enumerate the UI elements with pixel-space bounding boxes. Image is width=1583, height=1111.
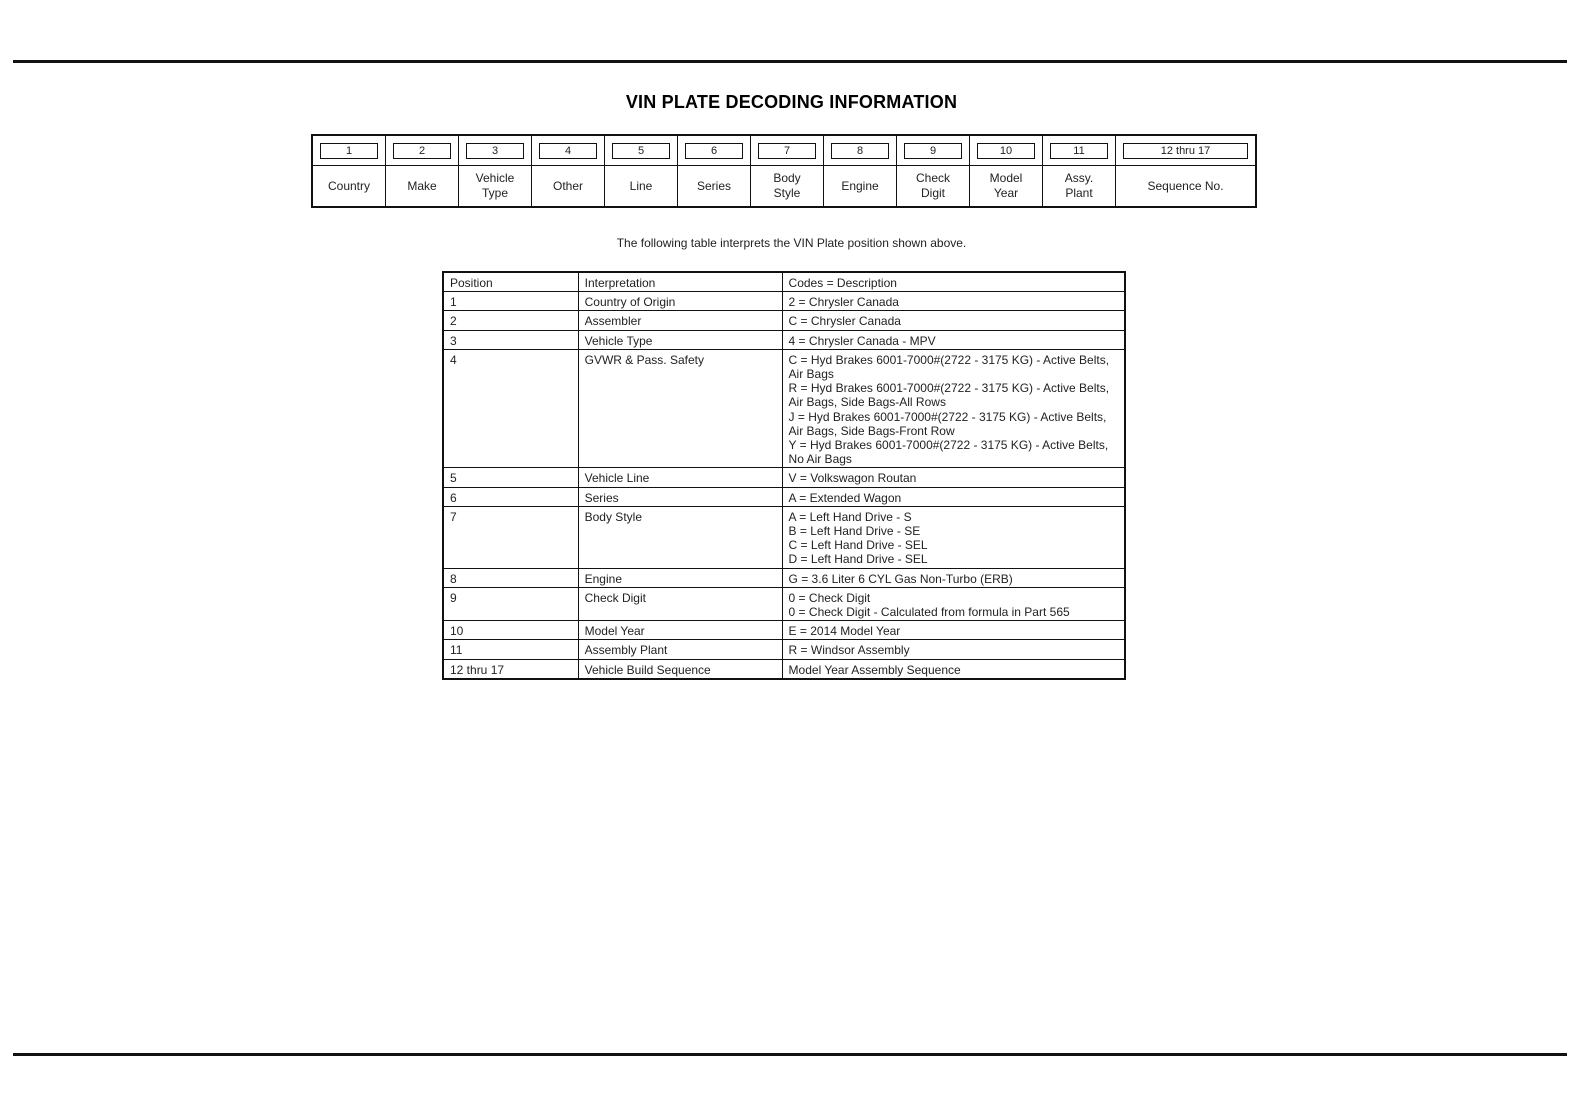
- decoding-table: [442, 271, 1126, 680]
- cell-interpretation: Vehicle Build Sequence: [578, 659, 782, 679]
- code-description: C = Left Hand Drive - SEL: [788, 538, 928, 553]
- plate-position: 11: [1050, 143, 1108, 159]
- top-rule: [13, 60, 1567, 63]
- header-position: Position: [443, 272, 578, 292]
- cell-codes: [782, 659, 1125, 679]
- plate-position: 7: [758, 143, 816, 159]
- plate-column-country: [313, 136, 386, 206]
- cell-interpretation: Vehicle Type: [578, 330, 782, 349]
- code-description: B = Left Hand Drive - SE: [788, 524, 921, 539]
- plate-position: 2: [393, 143, 451, 159]
- plate-column-make: [386, 136, 459, 206]
- bottom-rule: [13, 1053, 1567, 1056]
- table-row: [443, 587, 1125, 620]
- cell-position: 12 thru 17: [443, 659, 578, 679]
- table-row: [443, 506, 1125, 568]
- plate-label: Series: [696, 178, 731, 193]
- table-row: [443, 621, 1125, 640]
- cell-codes: [782, 468, 1125, 487]
- cell-codes: [782, 506, 1125, 568]
- cell-interpretation: Country of Origin: [578, 292, 782, 311]
- plate-label: Other: [552, 178, 583, 193]
- plate-label: Sequence No.: [1147, 178, 1224, 193]
- plate-column-line: [605, 136, 678, 206]
- code-description: 4 = Chrysler Canada - MPV: [788, 333, 936, 348]
- code-description: 2 = Chrysler Canada: [788, 295, 899, 310]
- header-interpretation: Interpretation: [578, 272, 782, 292]
- cell-codes: [782, 330, 1125, 349]
- header-codes: Codes = Description: [782, 272, 1125, 292]
- cell-codes: [782, 292, 1125, 311]
- cell-position: 3: [443, 330, 578, 349]
- plate-label: Make: [407, 178, 437, 193]
- plate-position: 10: [977, 143, 1035, 159]
- plate-label: Engine: [841, 178, 879, 193]
- code-description: V = Volkswagon Routan: [788, 471, 917, 486]
- code-description: A = Left Hand Drive - S: [788, 509, 912, 524]
- cell-interpretation: Model Year: [578, 621, 782, 640]
- cell-interpretation: Body Style: [578, 506, 782, 568]
- plate-column-series: [678, 136, 751, 206]
- plate-column-model-year: [970, 136, 1043, 206]
- plate-label: Check Digit: [915, 171, 950, 200]
- code-description: J = Hyd Brakes 6001-7000#(2722 - 3175 KG) - Active Belts, Air Bags, Side Bags-Front Row: [788, 409, 1107, 438]
- vin-plate: [311, 134, 1257, 208]
- code-description: 0 = Check Digit - Calculated from formula in Part 565: [788, 605, 1070, 620]
- page-title: VIN PLATE DECODING INFORMATION: [625, 92, 958, 112]
- plate-position: 8: [831, 143, 889, 159]
- cell-codes: [782, 621, 1125, 640]
- table-row: [443, 568, 1125, 587]
- plate-position: 6: [685, 143, 743, 159]
- code-description: C = Hyd Brakes 6001-7000#(2722 - 3175 KG) - Active Belts, Air Bags: [788, 352, 1110, 382]
- code-description: G = 3.6 Liter 6 CYL Gas Non-Turbo (ERB): [788, 571, 1013, 586]
- cell-position: 7: [443, 506, 578, 568]
- plate-position: 12 thru 17: [1123, 143, 1248, 159]
- cell-codes: [782, 568, 1125, 587]
- cell-position: 10: [443, 621, 578, 640]
- cell-interpretation: Vehicle Line: [578, 468, 782, 487]
- plate-label: Vehicle Type: [475, 171, 515, 200]
- cell-interpretation: Assembly Plant: [578, 640, 782, 659]
- cell-interpretation: Assembler: [578, 311, 782, 330]
- code-description: C = Chrysler Canada: [788, 314, 901, 329]
- plate-column-check-digit: [897, 136, 970, 206]
- plate-position: 4: [539, 143, 597, 159]
- table-note: The following table interprets the VIN Plate position shown above.: [616, 236, 967, 250]
- plate-column-engine: [824, 136, 897, 206]
- code-description: Y = Hyd Brakes 6001-7000#(2722 - 3175 KG) - Active Belts, No Air Bags: [788, 438, 1109, 467]
- cell-codes: [782, 587, 1125, 620]
- plate-position: 5: [612, 143, 670, 159]
- table-row: [443, 487, 1125, 506]
- plate-label: Assy. Plant: [1064, 171, 1094, 200]
- cell-position: 5: [443, 468, 578, 487]
- cell-position: 4: [443, 349, 578, 468]
- cell-interpretation: Series: [578, 487, 782, 506]
- code-description: 0 = Check Digit: [788, 590, 871, 605]
- plate-label: Line: [629, 178, 653, 193]
- plate-column-assy-plant: [1043, 136, 1116, 206]
- cell-position: 11: [443, 640, 578, 659]
- cell-codes: [782, 349, 1125, 468]
- cell-interpretation: Check Digit: [578, 587, 782, 620]
- cell-codes: [782, 640, 1125, 659]
- plate-column-body-style: [751, 136, 824, 206]
- cell-position: 2: [443, 311, 578, 330]
- cell-interpretation: Engine: [578, 568, 782, 587]
- plate-position: 3: [466, 143, 524, 159]
- plate-column-other: [532, 136, 605, 206]
- table-row: [443, 468, 1125, 487]
- cell-interpretation: GVWR & Pass. Safety: [578, 349, 782, 468]
- cell-codes: [782, 311, 1125, 330]
- table-row: [443, 349, 1125, 468]
- plate-label: Country: [327, 178, 371, 193]
- cell-position: 9: [443, 587, 578, 620]
- code-description: R = Windsor Assembly: [788, 643, 910, 658]
- cell-position: 8: [443, 568, 578, 587]
- table-row: [443, 640, 1125, 659]
- plate-position: 9: [904, 143, 962, 159]
- cell-codes: [782, 487, 1125, 506]
- code-description: D = Left Hand Drive - SEL: [788, 552, 928, 567]
- table-row: [443, 311, 1125, 330]
- plate-label: Model Year: [989, 171, 1023, 200]
- cell-position: 1: [443, 292, 578, 311]
- code-description: A = Extended Wagon: [788, 490, 902, 505]
- table-row: [443, 330, 1125, 349]
- table-header-row: [443, 272, 1125, 292]
- cell-position: 6: [443, 487, 578, 506]
- table-row: [443, 659, 1125, 679]
- code-description: E = 2014 Model Year: [788, 624, 901, 639]
- plate-column-sequence: [1116, 136, 1255, 206]
- table-row: [443, 292, 1125, 311]
- plate-column-vehicle-type: [459, 136, 532, 206]
- plate-position: 1: [320, 143, 378, 159]
- code-description: R = Hyd Brakes 6001-7000#(2722 - 3175 KG) - Active Belts, Air Bags, Side Bags-All Rows: [788, 381, 1110, 410]
- plate-label: Body Style: [773, 171, 801, 200]
- code-description: Model Year Assembly Sequence: [788, 662, 961, 677]
